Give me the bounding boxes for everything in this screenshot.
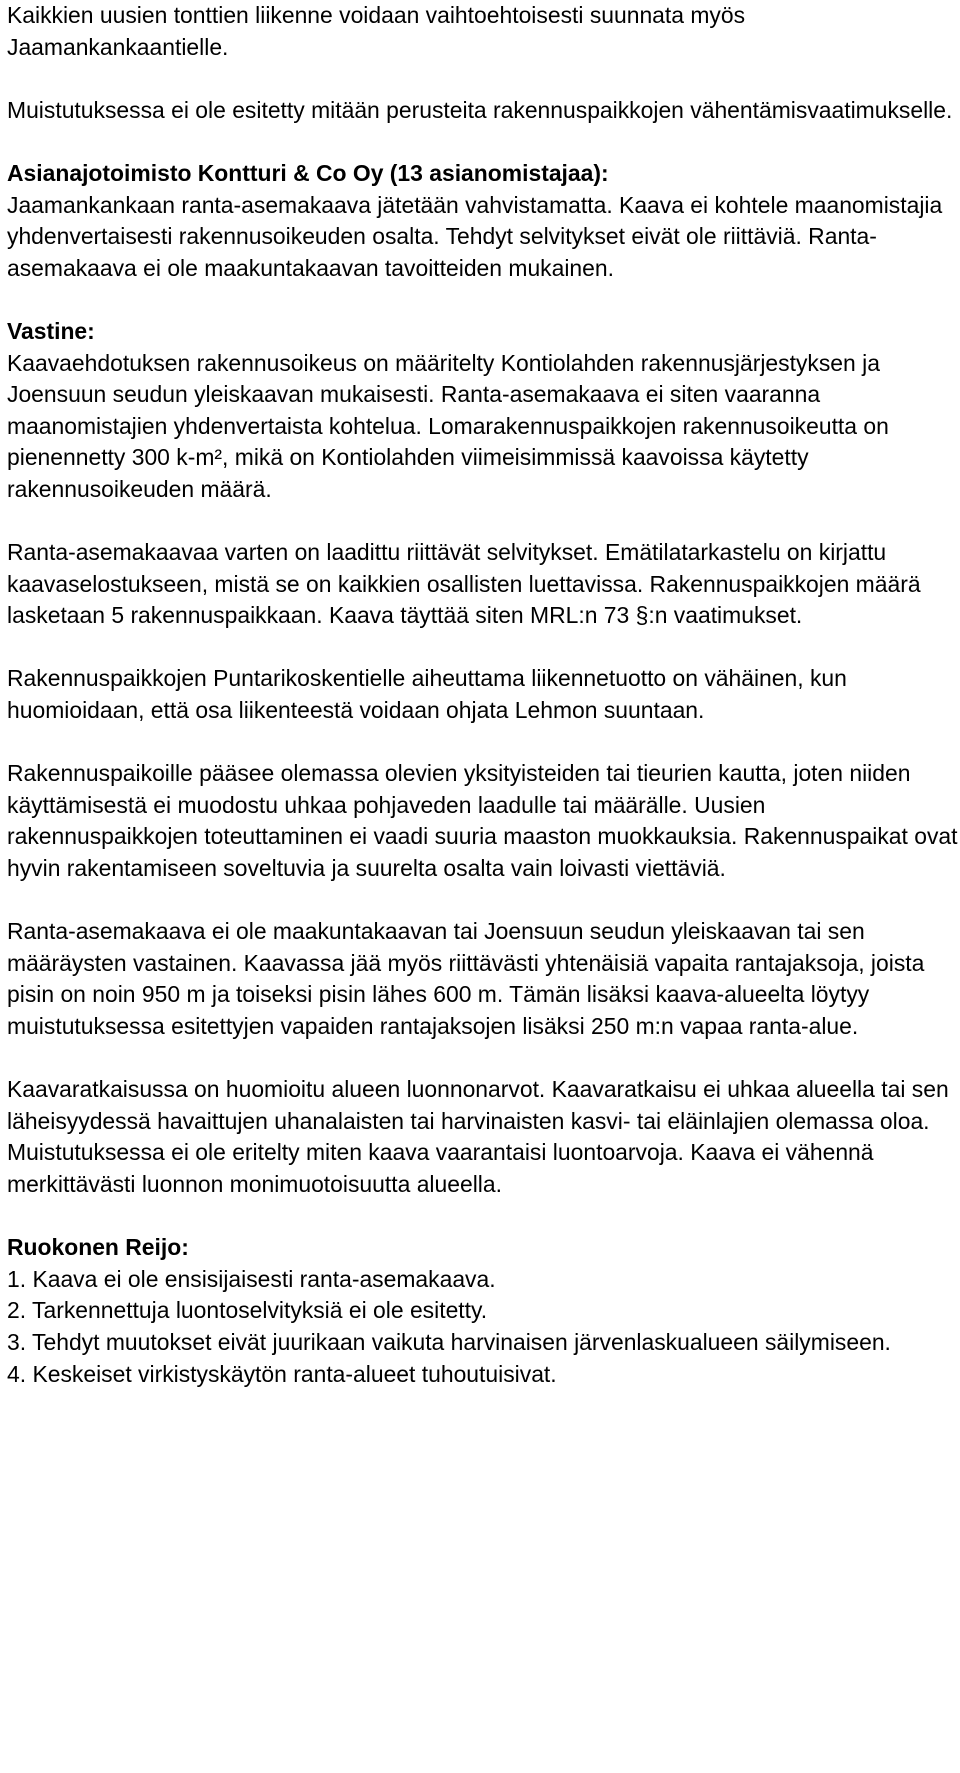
section-heading: Ruokonen Reijo:: [7, 1234, 189, 1261]
objection-list: [7, 1264, 960, 1390]
paragraph-studies: Ranta-asemakaavaa varten on laadittu riittävät selvitykset. Emätilatarkastelu on kirjattu kaavaselostukseen, mistä se on kaikkien osallisten luettavissa. Rakennuspaikkojen määrä lasketaan 5 rakennuspaikkaan. Kaava täyttää siten MRL:n 73 §:n vaatimukset.: [7, 539, 921, 629]
section-ruokonen: [7, 1232, 960, 1390]
section-text: Jaamankankaan ranta-asemakaava jätetään vahvistamatta. Kaava ei kohtele maanomistajia yhdenvertaisesti rakennusoikeuden osalta. Tehdyt selvitykset eivät ole riittäviä. Ranta-asemakaava ei ole maakuntakaavan tavoitteiden mukainen.: [7, 191, 943, 281]
section-heading: Vastine:: [7, 317, 95, 344]
section-heading: Asianajotoimisto Kontturi & Co Oy (13 asianomistajaa):: [7, 159, 609, 186]
section-vastine: [7, 316, 960, 506]
list-item: 4. Keskeiset virkistyskäytön ranta-alueet tuhoutuisivat.: [7, 1360, 557, 1387]
list-item: 1. Kaava ei ole ensisijaisesti ranta-asemakaava.: [7, 1265, 496, 1292]
section-kontturi: [7, 158, 960, 284]
section-text: Kaavaehdotuksen rakennusoikeus on määritelty Kontiolahden rakennusjärjestyksen ja Joensuun seudun yleiskaavan mukaisesti. Ranta-asemakaava ei siten vaaranna maanomistajien yhdenvertaista kohtelua. Lomarakennuspaikkojen rakennusoikeutta on pienennetty 300 k-m², mikä on Kontiolahden viimeisimmissä kaavoissa käytetty rakennusoikeuden määrä.: [7, 349, 889, 502]
paragraph-plans: Ranta-asemakaava ei ole maakuntakaavan tai Joensuun seudun yleiskaavan tai sen määräysten vastainen. Kaavassa jää myös riittävästi yhtenäisiä vapaita rantajaksoja, joista pisin on noin 950 m ja toiseksi pisin lähes 600 m. Tämän lisäksi kaava-alueelta löytyy muistutuksessa esitettyjen vapaiden rantajaksojen lisäksi 250 m:n vapaa ranta-alue.: [7, 918, 925, 1039]
paragraph-no-grounds: Muistutuksessa ei ole esitetty mitään perusteita rakennuspaikkojen vähentämisvaatimukselle.: [7, 96, 953, 123]
paragraph-access: Rakennuspaikoille pääsee olemassa olevien yksityisteiden tai tieurien kautta, joten niiden käyttämisestä ei muodostu uhkaa pohjaveden laadulle tai määrälle. Uusien rakennuspaikkojen toteuttaminen ei vaadi suuria maaston muokkauksia. Rakennuspaikat ovat hyvin rakentamiseen soveltuvia ja suurelta osalta vain loivasti viettäviä.: [7, 760, 958, 882]
list-item: 2. Tarkennettuja luontoselvityksiä ei ole esitetty.: [7, 1297, 488, 1324]
paragraph-traffic: Rakennuspaikkojen Puntarikoskentielle aiheuttama liikennetuotto on vähäinen, kun huomioidaan, että osa liikenteestä voidaan ohjata Lehmon suuntaan.: [7, 665, 847, 724]
paragraph-traffic-direction: Kaikkien uusien tonttien liikenne voidaan vaihtoehtoisesti suunnata myös Jaamankankaantielle.: [7, 2, 746, 60]
paragraph-nature: Kaavaratkaisussa on huomioitu alueen luonnonarvot. Kaavaratkaisu ei uhkaa alueella tai sen läheisyydessä havaittujen uhanalaisten tai harvinaisten kasvi- tai eläinlajien olemassa oloa. Muistutuksessa ei ole eritelty miten kaava vaarantaisi luontoarvoja. Kaava ei vähennä merkittävästi luonnon monimuotoisuutta alueella.: [7, 1076, 949, 1197]
list-item: 3. Tehdyt muutokset eivät juurikaan vaikuta harvinaisen järvenlaskualueen säilymiseen.: [7, 1328, 891, 1355]
